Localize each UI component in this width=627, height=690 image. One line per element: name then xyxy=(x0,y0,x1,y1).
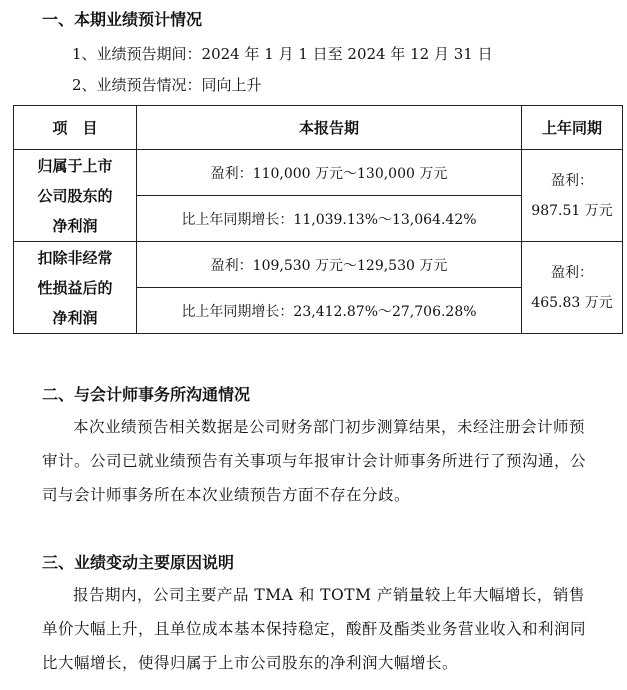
prior-year-label: 盈利： xyxy=(551,172,593,189)
row-label-line: 归属于上市 xyxy=(37,156,113,175)
section3-title: 三、业绩变动主要原因说明 xyxy=(42,553,235,572)
prior-year-profit xyxy=(522,242,623,334)
prior-year-label: 盈利： xyxy=(551,264,593,281)
prior-year-value: 987.51 万元 xyxy=(531,202,613,219)
prior-year-profit xyxy=(522,150,623,242)
row-label xyxy=(14,242,137,334)
section3-body: 报告期内，公司主要产品 TMA 和 TOTM 产销量较上年大幅增长，销售单价大幅上升，且单位成本基本保持稳定，酸酐及酯类业务营业收入和利润同比大幅增长，使得归属于上市公司股东的净利润大幅增长。 xyxy=(42,586,587,672)
table-row xyxy=(14,242,623,288)
row-label-line: 净利润 xyxy=(52,216,98,235)
section1-title: 一、本期业绩预计情况 xyxy=(42,10,203,29)
header-item: 项 目 xyxy=(14,106,137,150)
growth-range: 比上年同期增长：11,039.13%～13,064.42% xyxy=(137,196,522,242)
header-prior-year: 上年同期 xyxy=(522,106,623,150)
growth-range: 比上年同期增长：23,412.87%～27,706.28% xyxy=(137,288,522,334)
forecast-table xyxy=(13,105,623,334)
row-label-line: 扣除非经常 xyxy=(37,248,113,267)
prior-year-value: 465.83 万元 xyxy=(531,294,613,311)
table-row xyxy=(14,150,623,196)
section2-title: 二、与会计师事务所沟通情况 xyxy=(42,385,251,404)
table-header-row xyxy=(14,106,623,150)
profit-range: 盈利：110,000 万元～130,000 万元 xyxy=(137,150,522,196)
profit-range: 盈利：109,530 万元～129,530 万元 xyxy=(137,242,522,288)
forecast-period-line: 1、业绩预告期间：2024 年 1 月 1 日至 2024 年 12 月 31 日 xyxy=(72,45,493,63)
section2-body: 本次业绩预告相关数据是公司财务部门初步测算结果，未经注册会计师预审计。公司已就业绩预告有关事项与年报审计会计师事务所进行了预沟通，公司与会计师事务所在本次业绩预告方面不存在分歧。 xyxy=(42,418,587,504)
row-label-line: 公司股东的 xyxy=(37,186,113,205)
row-label xyxy=(14,150,137,242)
row-label-line: 净利润 xyxy=(52,308,98,327)
row-label-line: 性损益后的 xyxy=(37,278,113,297)
forecast-type-line: 2、业绩预告情况：同向上升 xyxy=(72,76,262,94)
header-current: 本报告期 xyxy=(137,106,522,150)
